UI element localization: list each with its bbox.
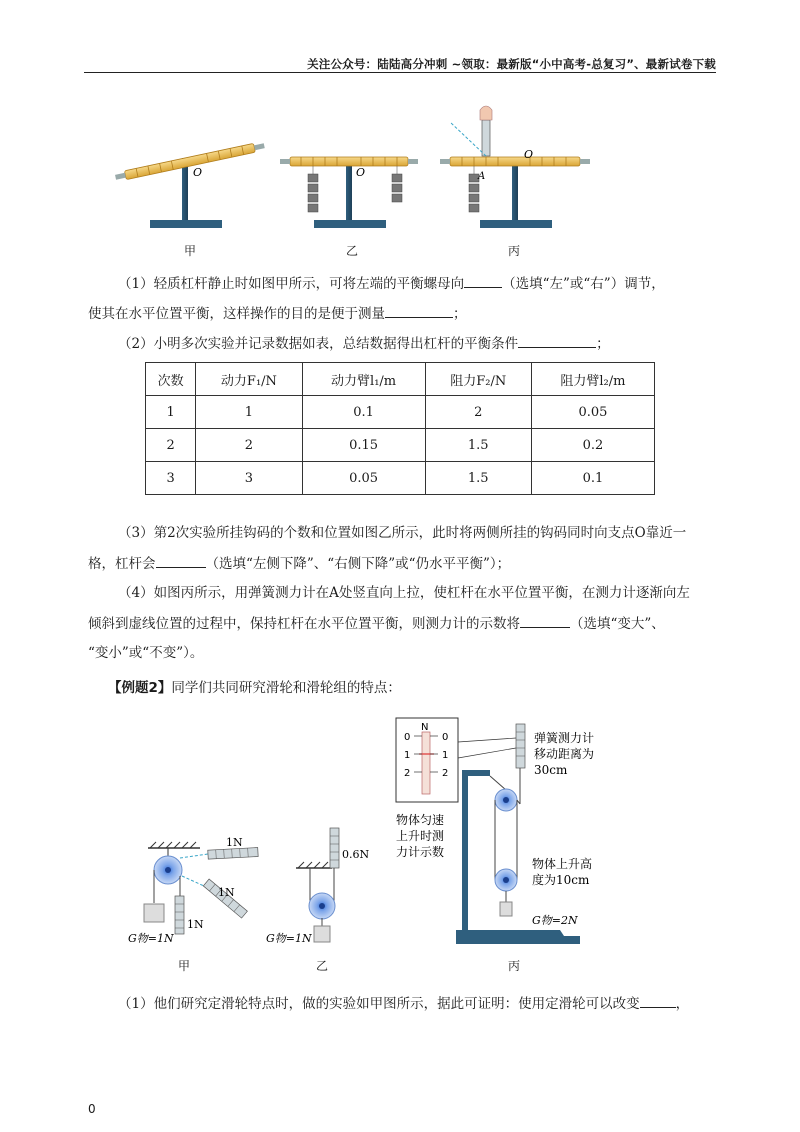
- svg-text:1: 1: [442, 750, 449, 761]
- table-row: [146, 462, 655, 495]
- table-header: 动力F₁/N: [196, 363, 302, 396]
- example-2-heading: 【例题2】同学们共同研究滑轮和滑轮组的特点：: [108, 680, 401, 696]
- table-cell: 1.5: [425, 429, 531, 462]
- dashed-tilt-line: [450, 122, 486, 156]
- question-5: （1）他们研究定滑轮特点时，做的实验如甲图所示，据此可证明：使用定滑轮可以改变 ，: [118, 993, 689, 1014]
- table-row: [146, 396, 655, 429]
- blank-3[interactable]: [518, 333, 596, 348]
- svg-text:力计示数: 力计示数: [396, 845, 445, 859]
- spring-meter-horizontal: [208, 848, 258, 860]
- svg-text:物体匀速: 物体匀速: [396, 813, 445, 827]
- svg-text:移动距离为: 移动距离为: [534, 747, 595, 761]
- blank-4[interactable]: [156, 553, 206, 568]
- blank-2[interactable]: [385, 303, 453, 318]
- svg-text:0.6N: 0.6N: [342, 848, 370, 861]
- svg-text:1N: 1N: [187, 918, 204, 931]
- table-header: 阻力F₂/N: [425, 363, 531, 396]
- lever-label-a: 甲: [184, 244, 197, 258]
- lever-fig-b: [280, 157, 418, 228]
- svg-text:G物=2N: G物=2N: [532, 914, 578, 927]
- svg-text:N: N: [421, 722, 429, 733]
- weights-left: [308, 166, 318, 212]
- pulley-fig-c: [396, 718, 594, 944]
- table-header: 次数: [146, 363, 196, 396]
- table-cell: 2: [196, 429, 302, 462]
- table-cell: 0.05: [302, 462, 425, 495]
- lever-label-c: 丙: [508, 244, 521, 258]
- table-cell: 1: [146, 396, 196, 429]
- weights-right: [392, 166, 402, 202]
- svg-text:0: 0: [404, 732, 411, 743]
- balance-nut-left: [115, 173, 126, 180]
- table-header: 动力臂l₁/m: [302, 363, 425, 396]
- svg-text:物体上升高: 物体上升高: [532, 857, 593, 871]
- pulley-label-a: 甲: [178, 959, 191, 973]
- page-number: 0: [88, 1102, 96, 1116]
- svg-text:上升时测: 上升时测: [396, 829, 445, 843]
- table-cell: 2: [146, 429, 196, 462]
- svg-text:G物=1N: G物=1N: [266, 932, 312, 945]
- lever-figures: [110, 100, 590, 240]
- stand-base: [456, 930, 580, 944]
- table-cell: 0.1: [531, 462, 654, 495]
- question-4-line-1: （4）如图丙所示，用弹簧测力计在A处竖直向上拉，使杠杆在水平位置平衡，在测力计逐渐向左: [118, 585, 690, 601]
- spring-meter-vertical: [175, 896, 184, 934]
- svg-text:1N: 1N: [226, 836, 243, 849]
- pulley-fig-b: [266, 828, 369, 945]
- blank-5[interactable]: [520, 613, 570, 628]
- spring-meter: [330, 828, 339, 868]
- table-header-row: [146, 363, 655, 396]
- lever-label-b: 乙: [346, 244, 359, 258]
- table-cell: 3: [196, 462, 302, 495]
- lever-fig-c: [440, 106, 590, 228]
- question-1-line-1: （1）轻质杠杆静止时如图甲所示，可将左端的平衡螺母向 （选填“左”或“右”）调节，: [118, 273, 665, 294]
- svg-text:O: O: [356, 166, 366, 179]
- svg-text:度为10cm: 度为10cm: [532, 873, 590, 887]
- question-4-line-3: “变小”或“不变”）。: [88, 645, 204, 661]
- svg-text:2: 2: [404, 768, 411, 779]
- table-cell: 1.5: [425, 462, 531, 495]
- balance-nut-right: [254, 143, 265, 150]
- lever-bar-tilted: [115, 141, 266, 181]
- table-cell: 2: [425, 396, 531, 429]
- stand-pole: [462, 770, 468, 930]
- table-cell: 3: [146, 462, 196, 495]
- data-table: [145, 362, 655, 495]
- svg-text:O: O: [524, 148, 534, 161]
- question-2: （2）小明多次实验并记录数据如表，总结数据得出杠杆的平衡条件 ；: [118, 333, 610, 354]
- table-cell: 0.1: [302, 396, 425, 429]
- svg-text:1N: 1N: [218, 886, 235, 899]
- svg-text:2: 2: [442, 768, 449, 779]
- header-rule: [84, 72, 716, 73]
- svg-text:G物=1N: G物=1N: [128, 932, 174, 945]
- table-header: 阻力臂l₂/m: [531, 363, 654, 396]
- svg-text:弹簧测力计: 弹簧测力计: [534, 731, 595, 745]
- weight-box: [144, 904, 164, 922]
- page-header: 关注公众号：陆陆高分冲刺 ~领取：最新版“小中高考-总复习”、最新试卷下载: [307, 57, 716, 71]
- pulley-label-c: 丙: [508, 959, 521, 973]
- table-cell: 0.05: [531, 396, 654, 429]
- table-cell: 0.2: [531, 429, 654, 462]
- question-3-line-2: 格，杠杆会 （选填“左侧下降”、“右侧下降”或“仍水平平衡”）；: [88, 553, 510, 574]
- pulley-fig-a: [128, 836, 258, 945]
- table-cell: 0.15: [302, 429, 425, 462]
- svg-text:0: 0: [442, 732, 449, 743]
- lever-fig-a: [115, 141, 266, 228]
- hand-icon: [480, 106, 492, 120]
- svg-text:30cm: 30cm: [534, 763, 568, 777]
- table-row: [146, 429, 655, 462]
- svg-text:1: 1: [404, 750, 411, 761]
- stand-arm: [462, 770, 490, 776]
- blank-1[interactable]: [464, 273, 502, 288]
- spring-meter: [516, 724, 525, 768]
- svg-text:A: A: [478, 171, 486, 182]
- pulley-figures: [120, 708, 640, 948]
- question-4-line-2: 倾斜到虚线位置的过程中，保持杠杆在水平位置平衡，则测力计的示数将 （选填“变大”、: [88, 613, 665, 634]
- pivot-label: O: [193, 166, 203, 179]
- question-3-line-1: （3）第2次实验所挂钩码的个数和位置如图乙所示，此时将两侧所挂的钩码同时向支点O靠近一: [118, 525, 687, 541]
- table-cell: 1: [196, 396, 302, 429]
- question-1-line-2: 使其在水平位置平衡，这样操作的目的是便于测量 ；: [88, 303, 467, 324]
- spring-meter: [482, 120, 490, 156]
- stand-base: [150, 220, 222, 228]
- pulley-label-b: 乙: [316, 959, 329, 973]
- blank-6[interactable]: [640, 993, 676, 1008]
